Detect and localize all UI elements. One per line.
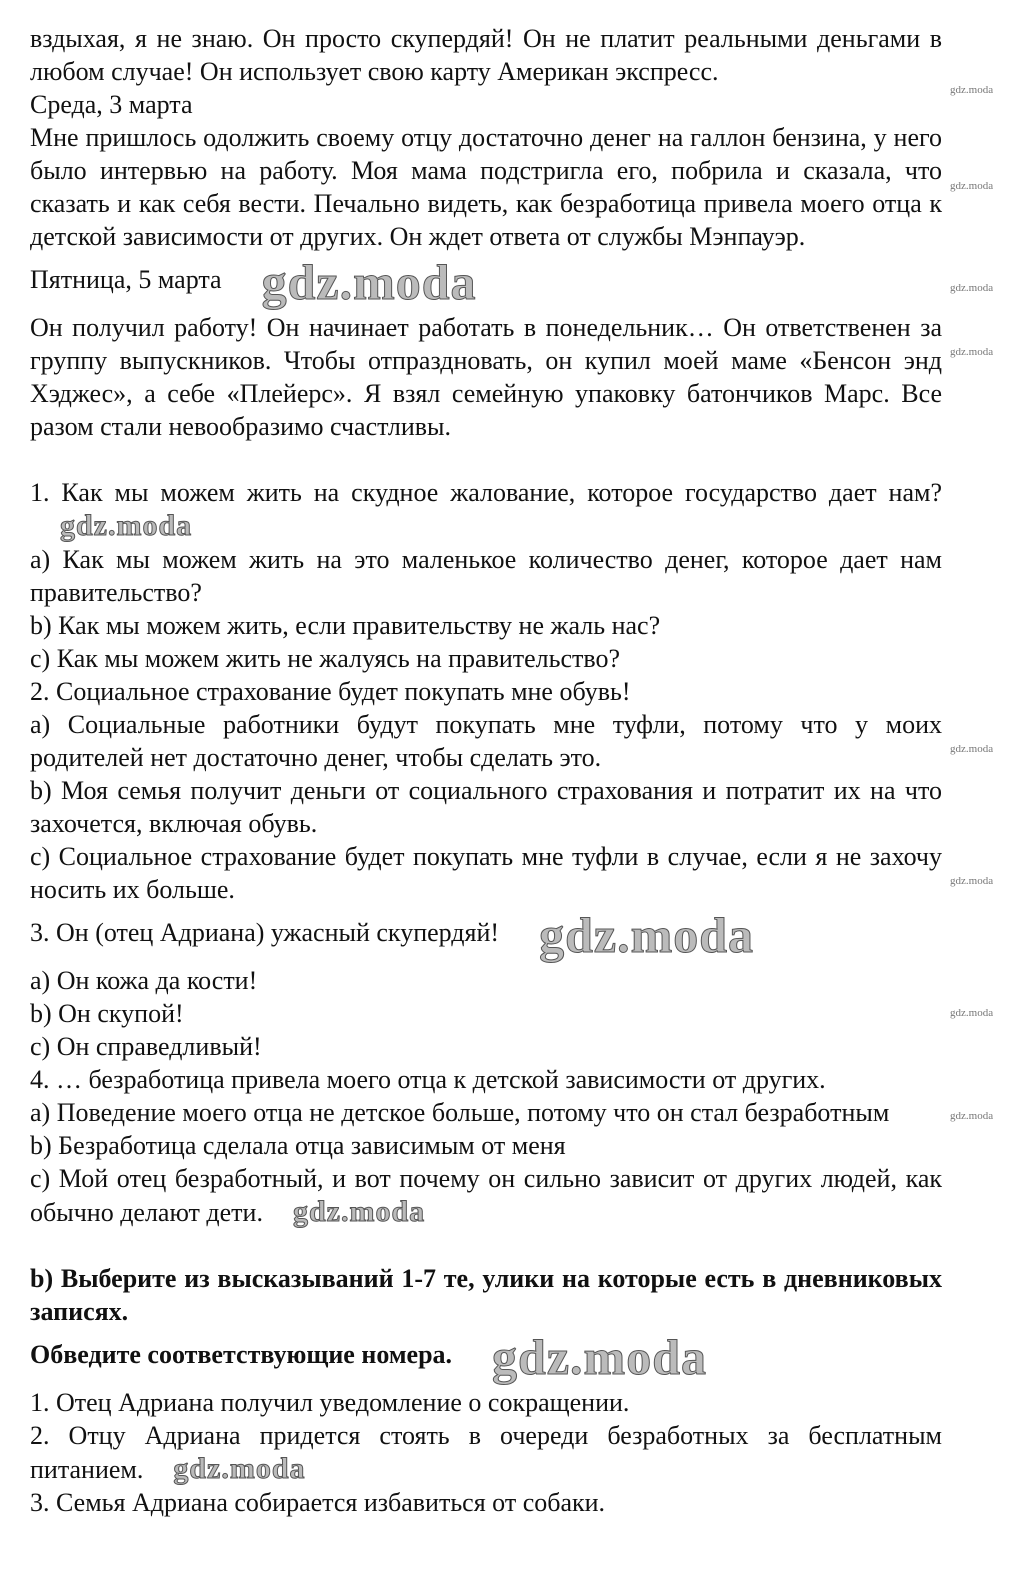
watermark: gdz.moda [261, 254, 477, 310]
watermark: gdz.moda [539, 907, 755, 963]
answer-option: b) Моя семья получит деньги от социального страхования и потратит их на что захочется, включая обувь. [30, 776, 942, 838]
task-subheading: Обведите соответствующие номера. [30, 1339, 453, 1369]
answer-option: b) Он скупой! [30, 999, 184, 1028]
watermark: gdz.moda [950, 180, 994, 192]
watermark: gdz.moda [492, 1329, 708, 1385]
question-row [30, 476, 942, 543]
diary-date-row [30, 253, 942, 311]
diary-text: Он получил работу! Он начинает работать в понедельник… Он ответственен за группу выпускников. Чтобы отпраздновать, он купил моей маме «Бенсон энд Хэджес», а себе «Плейерс». Я взял семейную упаковку батончиков Марс. Все разом стали невообразимо счастливы. [30, 313, 942, 441]
diary-date: Пятница, 5 марта [30, 264, 222, 294]
answer-option-row [30, 1162, 942, 1229]
question: 4. … безработица привела моего отца к детской зависимости от других. [30, 1065, 826, 1094]
diary-text: Мне пришлось одолжить своему отцу достаточно денег на галлон бензина, у него было интервью на работу. Моя мама подстригла его, побрила и сказала, что сказать и как себя вести. Печально видеть, как безработица привела моего отца к детской зависимости от других. Он ждет ответа от службы Мэнпауэр. [30, 123, 942, 251]
watermark: gdz.moda [950, 743, 994, 755]
answer-option: b) Безработица сделала отца зависимым от меня [30, 1131, 566, 1160]
watermark: gdz.moda [60, 509, 193, 542]
watermark: gdz.moda [292, 1195, 426, 1228]
watermark: gdz.moda [950, 1007, 994, 1019]
answer-option: a) Как мы можем жить на это маленькое количество денег, которое дает нам правительство? [30, 545, 942, 607]
question: 1. Как мы можем жить на скудное жалование, которое государство дает нам? [30, 478, 942, 507]
question: 3. Он (отец Адриана) ужасный скупердяй! [30, 917, 500, 947]
statement-row [30, 1419, 942, 1486]
answer-option: c) Мой отец безработный, и вот почему он сильно зависит от других людей, как обычно делают дети. [30, 1164, 942, 1227]
watermark: gdz.moda [950, 84, 994, 96]
answer-option: a) Он кожа да кости! [30, 966, 258, 995]
watermark: gdz.moda [173, 1452, 306, 1485]
diary-text: вздыхая, я не знаю. Он просто скупердяй! Он не платит реальными деньгами в любом случае! Он использует свою карту Американ экспресс. [30, 24, 942, 86]
watermark: gdz.moda [950, 346, 994, 358]
answer-option: c) Социальное страхование будет покупать мне туфли в случае, если я не захочу носить их больше. [30, 842, 942, 904]
task-heading: b) Выберите из высказываний 1-7 те, улики на которые есть в дневниковых записях. [30, 1264, 942, 1326]
question-row [30, 906, 942, 964]
question: 2. Социальное страхование будет покупать мне обувь! [30, 677, 631, 706]
watermark: gdz.moda [950, 282, 994, 294]
answer-option: b) Как мы можем жить, если правительству не жаль нас? [30, 611, 661, 640]
answer-option: c) Он справедливый! [30, 1032, 262, 1061]
statement: 1. Отец Адриана получил уведомление о сокращении. [30, 1388, 630, 1417]
task-subheading-row [30, 1328, 942, 1386]
answer-option: c) Как мы можем жить не жалуясь на правительство? [30, 644, 621, 673]
document-page [30, 0, 942, 1539]
answer-option: a) Социальные работники будут покупать мне туфли, потому что у моих родителей нет достаточно денег, чтобы сделать это. [30, 710, 942, 772]
diary-date: Среда, 3 марта [30, 90, 193, 119]
statement: 2. Отцу Адриана придется стоять в очереди безработных за бесплатным питанием. [30, 1421, 942, 1484]
answer-option: a) Поведение моего отца не детское больше, потому что он стал безработным [30, 1098, 890, 1127]
watermark: gdz.moda [950, 875, 994, 887]
watermark: gdz.moda [950, 1110, 994, 1122]
statement: 3. Семья Адриана собирается избавиться от собаки. [30, 1488, 606, 1517]
